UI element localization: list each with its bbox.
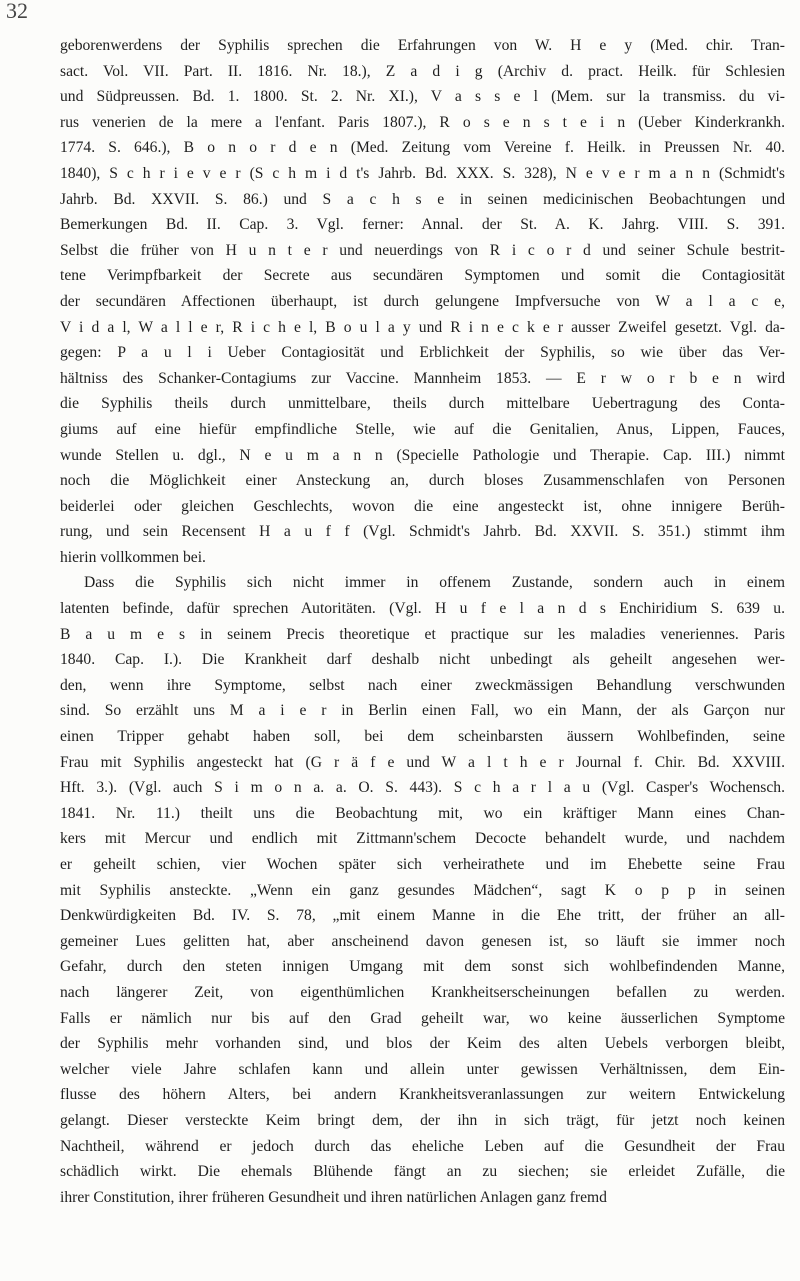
text-line: Dass die Syphilis sich nicht immer in offenem Zustande, sondern auch in einem [84,574,785,592]
paragraph-2 [60,570,785,1210]
text-line: Selbst die früher von H u n t e r und neuerdings von R i c o r d und seiner Schule bestrit- [60,241,785,259]
text-line: gegen: P a u l i Ueber Contagiosität und Erblichkeit der Syphilis, so wie über das Ver- [60,344,785,362]
text-line: Falls er nämlich nur bis auf den Grad geheilt war, wo keine äusserlichen Symptome [60,1009,785,1027]
text-line: sind. So erzählt uns M a i e r in Berlin einen Fall, wo ein Mann, der als Garçon nur [60,702,785,720]
text-line: V i d a l, W a l l e r, R i c h e l, B o u l a y und R i n e c k e r ausser Zweifel gesetzt. Vgl. da- [60,318,785,336]
text-line: Jahrb. Bd. XXVII. S. 86.) und S a c h s e in seinen medicinischen Beobachtungen und [60,190,785,208]
text-line: hierin vollkommen bei. [60,548,206,566]
text-line: 1840. Cap. I.). Die Krankheit darf deshalb nicht unbedingt als geheilt angesehen wer- [60,651,785,669]
text-line: 1774. S. 646.), B o n o r d e n (Med. Zeitung vom Vereine f. Heilk. in Preussen Nr. 40. [60,139,785,157]
text-line: Frau mit Syphilis angesteckt hat (G r ä f e und W a l t h e r Journal f. Chir. Bd. XXVIII. [60,753,785,771]
text-line: flusse des höhern Alters, bei andern Krankheitsveranlassungen zur weitern Entwickelung [60,1086,785,1104]
text-line: sact. Vol. VII. Part. II. 1816. Nr. 18.), Z a d i g (Archiv d. pract. Heilk. für Schlesien [60,62,785,80]
text-line: rung, und sein Recensent H a u f f (Vgl. Schmidt's Jahrb. Bd. XXVII. S. 351.) stimmt ihm [60,523,785,541]
text-line: Nachtheil, während er jedoch durch das eheliche Leben auf die Gesundheit der Frau [60,1137,785,1155]
text-line: kers mit Mercur und endlich mit Zittmann'schem Decocte behandelt wurde, und nachdem [60,830,785,848]
text-line: er geheilt schien, vier Wochen später sich verheirathete und im Ehebette seine Frau [60,856,785,873]
text-line: noch die Möglichkeit einer Ansteckung an, durch bloses Zusammenschlafen von Personen [60,472,785,490]
text-line: den, wenn ihre Symptome, selbst nach einer zweckmässigen Behandlung verschwunden [60,676,785,694]
text-line: 1840), S c h r i e v e r (S c h m i d t's Jahrb. Bd. XXX. S. 328), N e v e r m a n n (Schmidt's [60,164,785,182]
text-line: hältniss des Schanker-Contagiums zur Vaccine. Mannheim 1853. — E r w o r b e n wird [60,369,785,387]
text-line: wunde Stellen u. dgl., N e u m a n n (Specielle Pathologie und Therapie. Cap. III.) nimmt [60,446,785,464]
text-line: gelangt. Dieser versteckte Keim bringt dem, der ihn in sich trägt, für jetzt noch keinen [60,1111,785,1129]
text-line: beiderlei oder gleichen Geschlechts, wovon die eine angesteckt ist, ohne innigere Berüh- [60,497,785,515]
text-line: nach längerer Zeit, von eigenthümlichen Krankheitserscheinungen befallen zu werden. [60,983,785,1001]
text-line: Denkwürdigkeiten Bd. IV. S. 78, „mit einem Manne in die Ehe tritt, der früher an all- [60,907,785,925]
text-line: einen Tripper gehabt haben soll, bei dem scheinbarsten äussern Wohlbefinden, seine [60,728,785,746]
text-line: B a u m e s in seinem Precis theoretique et practique sur les maladies veneriennes. Paris [60,625,785,643]
text-body [60,33,785,1210]
text-line: ihrer Constitution, ihrer früheren Gesundheit und ihren natürlichen Anlagen ganz fremd [60,1188,607,1206]
text-line: schädlich wirkt. Die ehemals Blühende fängt an zu siechen; sie erleidet Zufälle, die [60,1163,785,1181]
text-line: und Südpreussen. Bd. 1. 1800. St. 2. Nr. XI.), V a s s e l (Mem. sur la transmiss. du vi- [60,88,785,106]
text-line: geborenwerdens der Syphilis sprechen die Erfahrungen von W. H e y (Med. chir. Tran- [60,37,785,54]
text-line: der secundären Affectionen überhaupt, ist durch gelungene Impfversuche von W a l a c e, [60,292,785,310]
text-line: tene Verimpfbarkeit der Secrete aus secundären Symptomen und somit die Contagiosität [60,267,785,285]
paragraph-1 [60,33,785,570]
text-line: Hft. 3.). (Vgl. auch S i m o n a. a. O. S. 443). S c h a r l a u (Vgl. Casper's Wochensch. [60,779,785,797]
text-line: Bemerkungen Bd. II. Cap. 3. Vgl. ferner: Annal. der St. A. K. Jahrg. VIII. S. 391. [60,216,785,234]
text-line: Gefahr, durch den steten innigen Umgang mit dem sonst sich wohlbefindenden Manne, [60,958,785,976]
text-line: welcher viele Jahre schlafen kann und allein unter gewissen Verhältnissen, dem Ein- [60,1060,785,1078]
text-line: giums auf eine hiefür empfindliche Stelle, wie auf die Genitalien, Anus, Lippen, Fauces, [60,420,785,438]
text-line: 1841. Nr. 11.) theilt uns die Beobachtung mit, wo ein kräftiger Mann eines Chan- [60,804,785,822]
page-number: 32 [6,0,28,23]
text-line: der Syphilis mehr vorhanden sind, und blos der Keim des alten Uebels verborgen bleibt, [60,1035,785,1053]
text-line: latenten befinde, dafür sprechen Autoritäten. (Vgl. H u f e l a n d s Enchiridium S. 639 u. [60,600,785,618]
text-line: mit Syphilis ansteckte. „Wenn ein ganz gesundes Mädchen“, sagt K o p p in seinen [60,881,785,899]
text-line: die Syphilis theils durch unmittelbare, theils durch mittelbare Uebertragung des Conta- [60,395,785,413]
text-line: gemeiner Lues gelitten hat, aber anscheinend davon genesen ist, so läuft sie immer noch [60,932,785,950]
text-line: rus venerien de la mere a l'enfant. Paris 1807.), R o s e n s t e i n (Ueber Kinderkrankh. [60,113,785,131]
